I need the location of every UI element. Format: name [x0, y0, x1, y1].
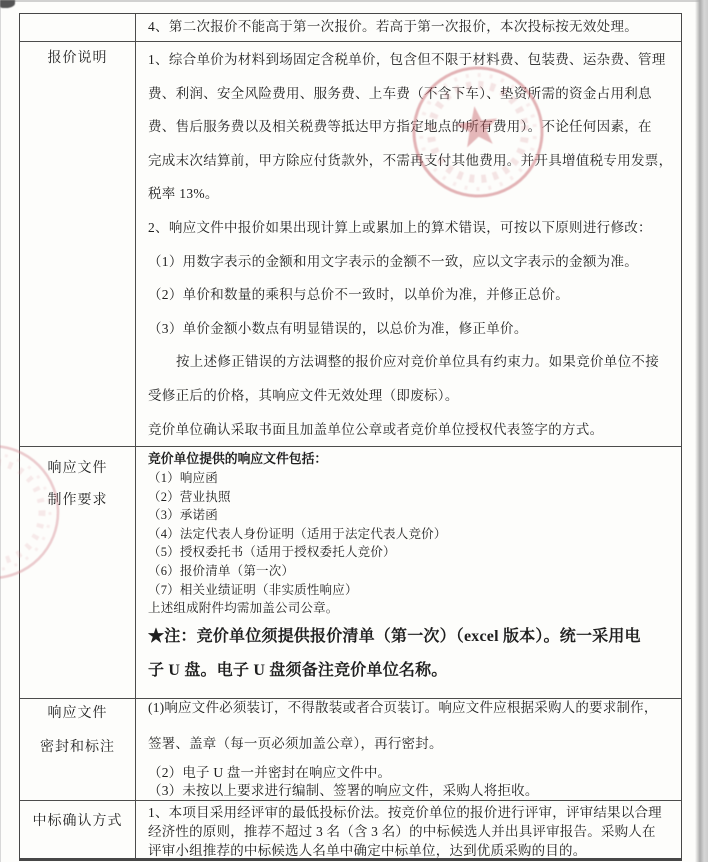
content-cell: [136, 699, 681, 800]
text-line: 4、第二次报价不能高于第一次报价。若高于第一次报价，本次投标按无效处理。: [148, 19, 639, 34]
text-line: 费、利润、安全风险费用、服务费、上车费（不含下车）、垫资所需的资金占用利息: [148, 85, 652, 101]
scan-corner-mark: [0, 0, 15, 8]
label-cell: [20, 801, 136, 858]
scan-edge-top: [0, 0, 708, 2]
text-line: 费、售后服务费以及相关税费等抵达甲方指定地点的所有费用）。不论任何因素，在: [148, 119, 652, 135]
list-item: （2）营业执照: [148, 489, 231, 504]
label-cell: [20, 699, 136, 800]
label-cell: [20, 42, 136, 446]
row-label-response-doc: 响应文件: [47, 706, 108, 721]
text-line: （3）单价金额小数点有明显错误的，以总价为准，修正单价。: [148, 320, 528, 336]
scan-edge-right: [695, 0, 708, 862]
text-line: （2）电子 U 盘一并密封在响应文件中。: [148, 765, 392, 780]
row-label-prep-requirements: 制作要求: [47, 493, 108, 508]
text-line: (1)响应文件必须装订，不得散装或者合页装订。响应文件应根据采购人的要求制作，: [148, 700, 658, 715]
text-line: 2、响应文件中报价如果出现计算上或累加上的算术错误，可按以下原则进行修改：: [148, 219, 652, 235]
text-line: 签署、盖章（每一页必须加盖公章），再行密封。: [148, 736, 443, 751]
document-table: [19, 13, 682, 861]
text-line: 评审小组推荐的中标候选人名单中确定中标单位，达到优质采购的目的。: [148, 842, 587, 858]
content-cell: [136, 801, 681, 858]
starred-note: [148, 620, 676, 688]
label-cell: [20, 447, 136, 698]
row-label-quotation-notes: 报价说明: [47, 51, 108, 66]
text-line: 上述组成附件均需加盖公司公章。: [148, 601, 339, 616]
text-line: 经济性的原则，推荐不超过 3 名（含 3 名）的中标候选人并出具评审报告。采购人在: [148, 823, 656, 839]
text-line: 竞价单位提供的响应文件包括：: [148, 452, 328, 466]
row-label-award-method: 中标确认方式: [32, 814, 123, 829]
text-line: （1）用数字表示的金额和用文字表示的金额不一致，应以文字表示的金额为准。: [148, 253, 639, 269]
table-row-quotation-notes: [20, 41, 681, 446]
text-line: （3）未按以上要求进行编制、签署的响应文件，采购人将拒收。: [148, 783, 539, 798]
content-cell: [136, 447, 681, 698]
list-item: （1）响应函: [148, 471, 218, 485]
label-cell-empty: [20, 14, 136, 41]
table-row-overflow: [20, 14, 681, 41]
list-item: （5）授权委托书（适用于授权委托人竞价）: [148, 545, 396, 560]
table-row-award-method: [20, 800, 681, 858]
text-line: ★注：竞价单位须提供报价清单（第一次）（excel 版本）。统一采用电: [148, 627, 641, 645]
content-cell: [136, 14, 681, 41]
text-line: 完成末次结算前，甲方除应付货款外，不需再支付其他费用。并开具增值税专用发票，: [148, 152, 673, 168]
text-line: 1、本项目采用经评审的最低投标价法。按竞价单位的报价进行评审，评审结果以合理: [148, 804, 662, 820]
text-line: 1、综合单价为材料到场固定含税单价，包含但不限于材料费、包装费、运杂费、管理: [148, 52, 666, 67]
text-line: （2）单价和数量的乘积与总价不一致时，以单价为准，并修正总价。: [148, 287, 570, 303]
list-item: （7）相关业绩证明（非实质性响应）: [148, 582, 358, 597]
text-line: 竞价单位确认采取书面且加盖单位公章或者竞价单位授权代表签字的方式。: [148, 421, 604, 437]
text-line: 税率 13%。: [148, 186, 219, 202]
list-item: （4）法定代表人身份证明（适用于法定代表人竞价）: [148, 526, 447, 541]
table-row-response-seal: [20, 698, 681, 800]
row-label-response-doc: 响应文件: [47, 461, 108, 476]
text-line: 按上述修正错误的方法调整的报价应对竞价单位具有约束力。如果竞价单位不接: [176, 354, 659, 370]
row-label-seal-marking: 密封和标注: [40, 740, 115, 755]
content-cell: [136, 42, 681, 446]
table-row-response-prep: [20, 446, 681, 698]
text-line: 受修正后的价格，其响应文件无效处理（即废标）。: [148, 387, 459, 403]
list-item: （6）报价清单（第一次）: [148, 563, 295, 578]
list-item: （3）承诺函: [148, 508, 218, 523]
scan-edge-left: [0, 0, 1, 862]
text-line: 子 U 盘。电子 U 盘须备注竞价单位名称。: [148, 661, 448, 679]
